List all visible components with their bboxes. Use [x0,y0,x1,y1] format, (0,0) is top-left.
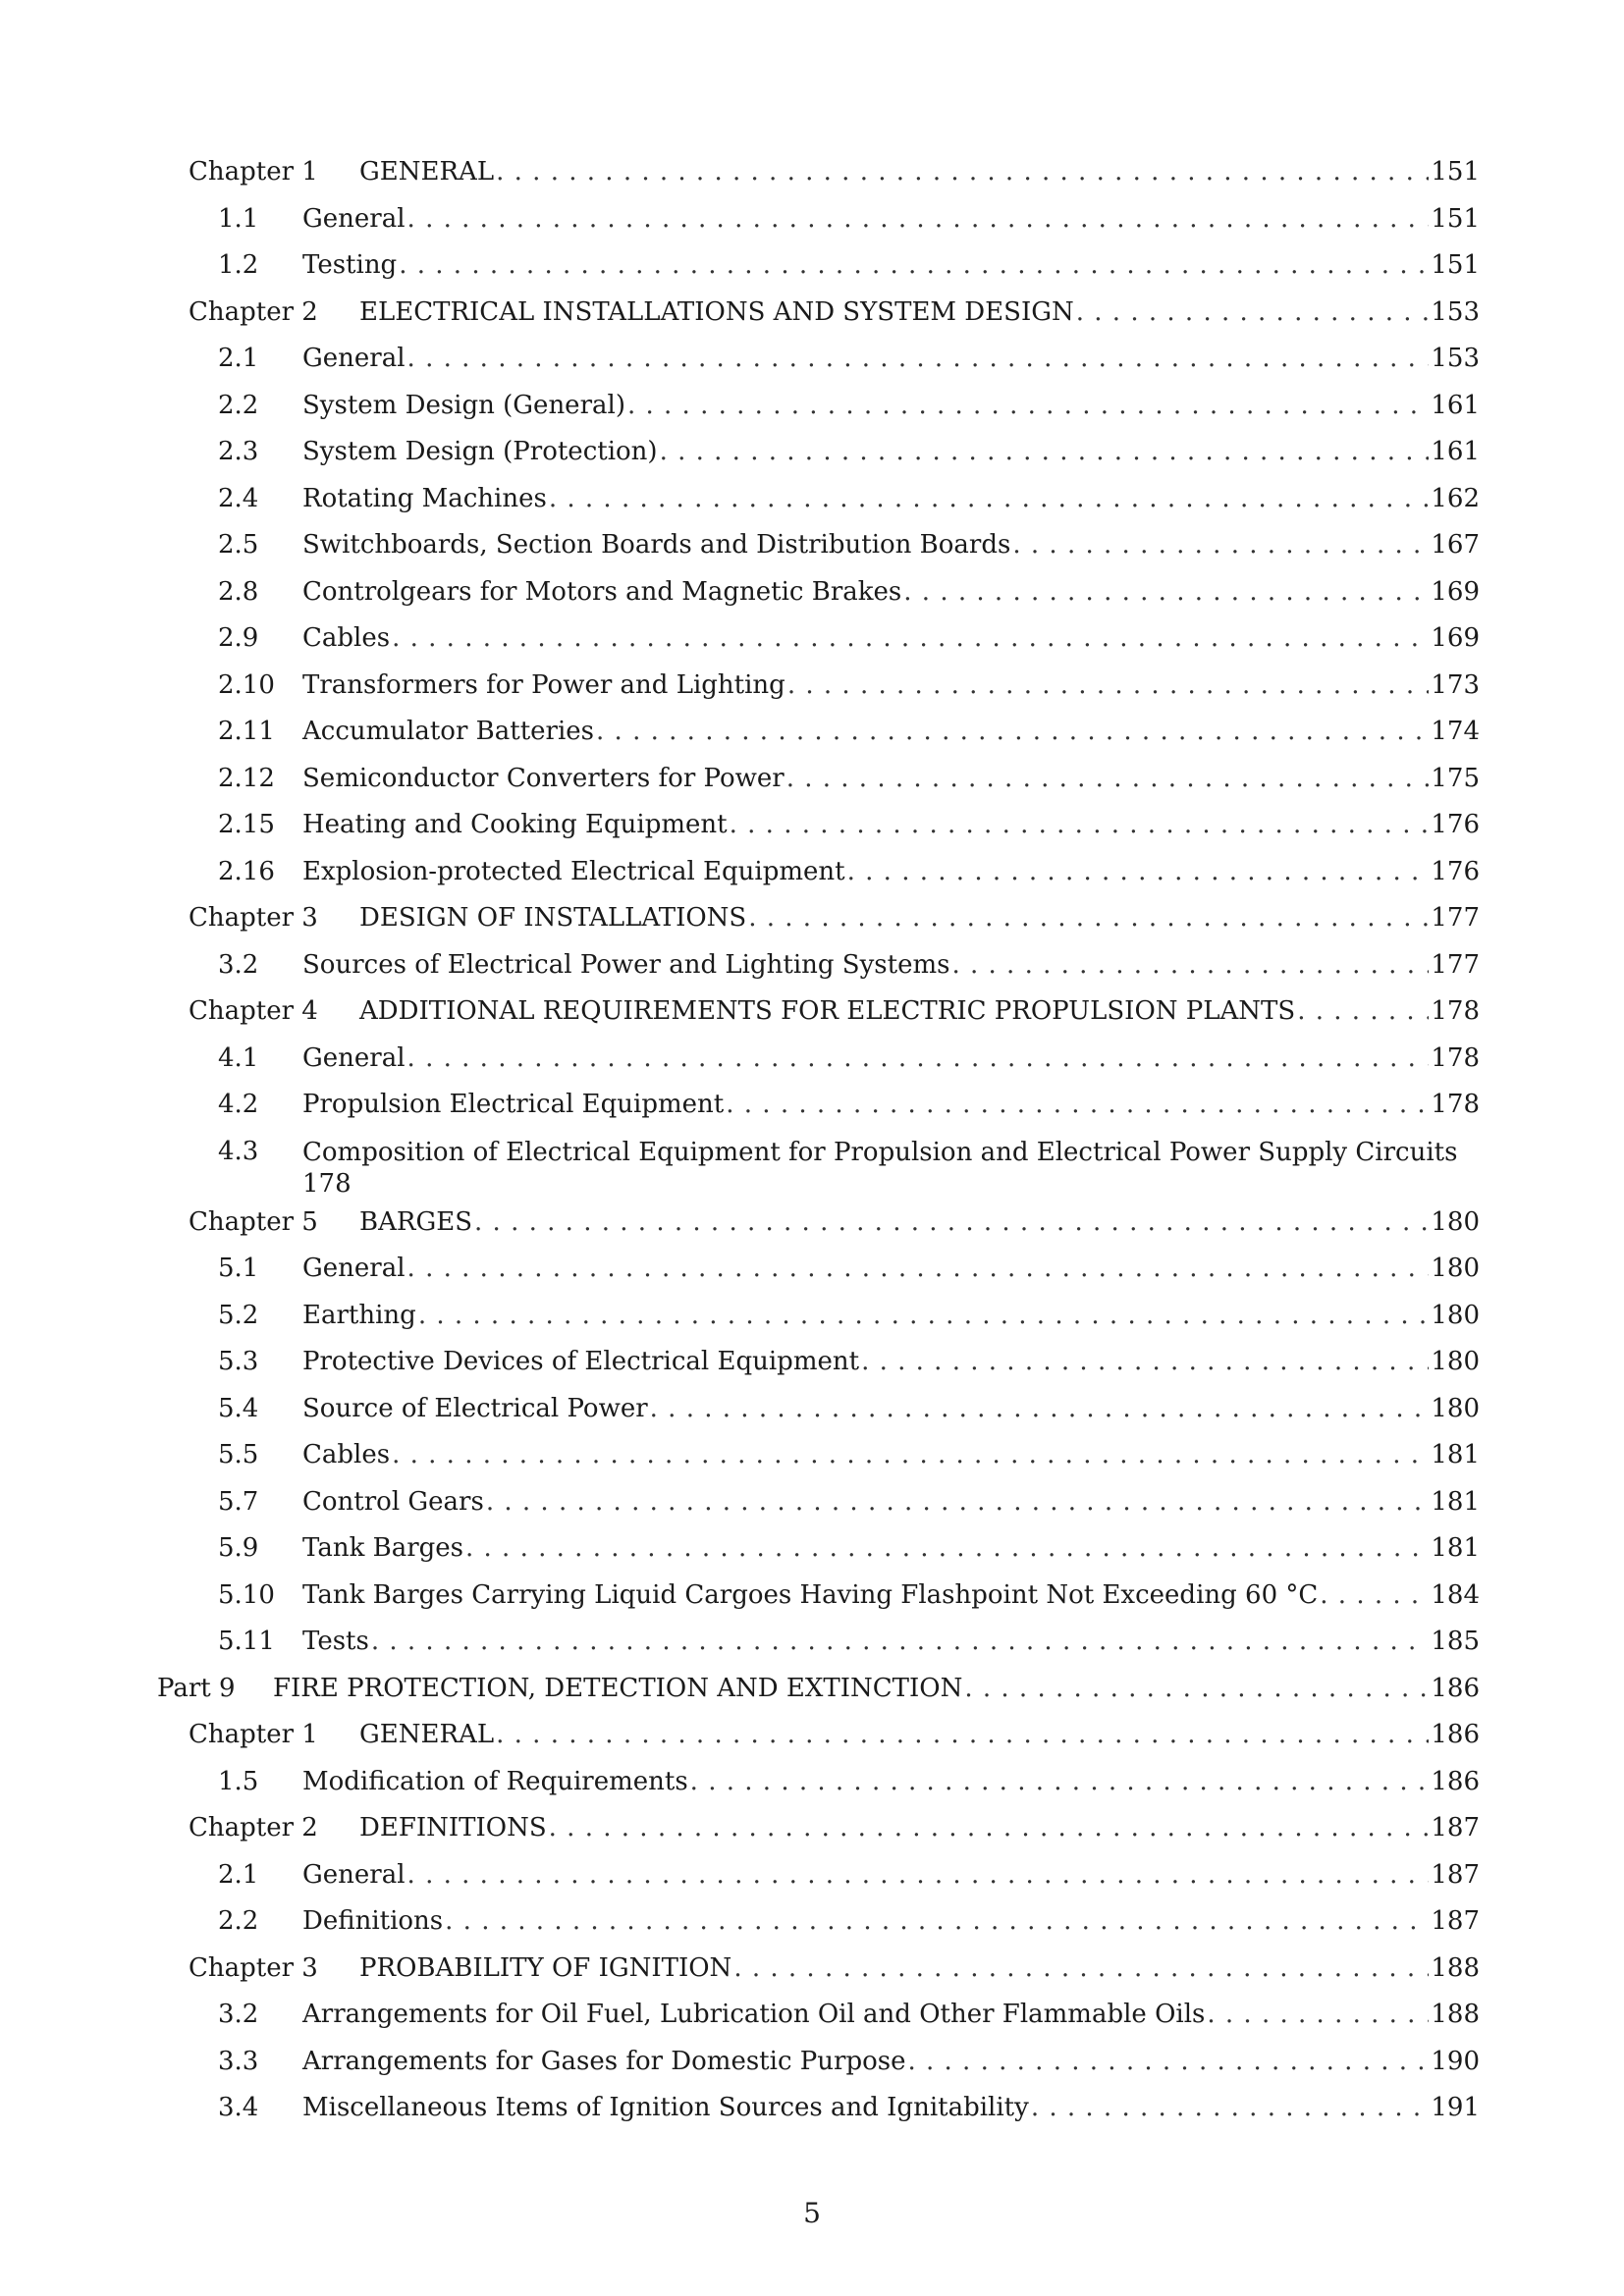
dot-leader [392,1432,1429,1479]
dot-leader [549,476,1430,523]
toc-entry-title: Composition of Electrical Equipment for Propulsion and Electrical Power Supply Circuits [302,1137,1458,1167]
dot-leader [418,1293,1430,1340]
toc-entry-line [302,1573,1480,1620]
toc-entry-page: 187 [1431,1813,1480,1842]
toc-entry-section[interactable] [0,383,1624,430]
toc-entry-page: 175 [1431,763,1480,793]
toc-entry-number: 3.4 [218,2093,259,2122]
toc-entry-section[interactable] [0,1898,1624,1946]
toc-entry-title: Transformers for Power and Lighting [302,669,785,700]
toc-entry-section[interactable] [0,1573,1624,1620]
toc-entry-section[interactable] [0,1129,1624,1200]
toc-entry-title: General [302,1859,406,1890]
toc-entry-line [302,709,1480,756]
toc-entry-line [302,1036,1480,1083]
toc-entry-page: 186 [1431,1673,1480,1703]
toc-entry-page: 180 [1431,1206,1480,1237]
toc-entry-page: 181 [1431,1486,1480,1517]
toc-entry-line [359,1712,1480,1759]
dot-leader [748,895,1429,942]
toc-entry-line [302,1852,1480,1899]
toc-entry-number: 5.11 [218,1627,275,1656]
toc-entry-line [302,1479,1480,1526]
toc-entry-section[interactable] [0,802,1624,849]
toc-entry-line [359,988,1480,1036]
toc-entry-section[interactable] [0,1759,1624,1806]
toc-entry-line [302,1525,1480,1573]
toc-entry-section[interactable] [0,1339,1624,1386]
toc-entry-page: 169 [1431,576,1480,607]
toc-entry-number: 5.1 [218,1254,259,1283]
toc-entry-line [302,663,1480,710]
toc-entry-number: Chapter 5 [189,1206,318,1237]
toc-entry-title: Source of Electrical Power [302,1393,648,1423]
toc-entry-number: 2.12 [218,763,275,793]
toc-entry-number: 5.5 [218,1440,259,1469]
dot-leader [627,383,1429,430]
toc-entry-part[interactable] [0,1666,1624,1713]
toc-entry-section[interactable] [0,196,1624,243]
toc-entry-title: Earthing [302,1300,416,1330]
toc-entry-line [302,1898,1480,1946]
toc-entry-title: System Design (General) [302,390,625,420]
toc-entry-number: 2.8 [218,576,259,607]
toc-entry-line [302,383,1480,430]
toc-entry-section[interactable] [0,2085,1624,2132]
toc-entry-number: Chapter 3 [189,1952,318,1983]
dot-leader [733,1946,1429,1993]
toc-entry-chapter[interactable] [0,1712,1624,1759]
toc-entry-chapter[interactable] [0,988,1624,1036]
toc-entry-title: Propulsion Electrical Equipment [302,1090,725,1119]
toc-entry-number: 1.2 [218,250,259,280]
toc-entry-page: 188 [1431,1952,1480,1983]
dot-leader [786,756,1430,803]
toc-entry-page: 181 [1431,1533,1480,1563]
toc-entry-page: 176 [1431,810,1480,839]
toc-entry-title: Arrangements for Gases for Domestic Purpose [302,2046,906,2076]
toc-entry-title: General [302,344,406,373]
toc-entry-section[interactable] [0,1479,1624,1526]
dot-leader [371,1619,1430,1666]
toc-entry-page: 169 [1431,623,1480,653]
toc-entry-line [302,1386,1480,1433]
toc-entry-number: 2.1 [218,344,259,373]
toc-entry-title: Control Gears [302,1486,484,1517]
dot-leader [407,196,1430,243]
toc-entry-section[interactable] [0,2039,1624,2086]
toc-entry-line [302,849,1480,896]
toc-entry-line [302,196,1480,243]
toc-entry-title: Tank Barges [302,1533,463,1563]
toc-entry-chapter[interactable] [0,1805,1624,1852]
toc-entry-number: 2.11 [218,717,275,746]
toc-entry-title: Explosion-protected Electrical Equipment [302,856,845,886]
toc-entry-section[interactable] [0,476,1624,523]
toc-entry-number: 3.2 [218,2000,259,2029]
page-number: 5 [803,2197,821,2229]
toc-entry-number: Chapter 3 [189,903,318,933]
toc-entry-page: 187 [1431,1906,1480,1936]
toc-entry-title: Cables [302,1440,391,1469]
toc-entry-line [302,1432,1480,1479]
toc-entry-chapter[interactable] [0,895,1624,942]
toc-entry-number: 2.1 [218,1859,259,1890]
toc-entry-number: 2.5 [218,530,259,560]
dot-leader [392,615,1429,663]
toc-entry-title: GENERAL [359,157,495,187]
toc-entry-line [359,1946,1480,1993]
toc-entry-number: 4.3 [218,1136,259,1166]
toc-entry-section[interactable] [0,429,1624,476]
toc-entry-title: Definitions [302,1906,444,1936]
toc-entry-line [359,290,1480,337]
toc-entry-title: Protective Devices of Electrical Equipment [302,1347,860,1376]
toc-entry-number: 2.4 [218,483,259,513]
toc-entry-section[interactable] [0,1082,1624,1129]
toc-entry-line [302,2039,1480,2086]
toc-entry-number: 2.2 [218,390,259,420]
toc-entry-section[interactable] [0,849,1624,896]
toc-entry-page: 153 [1431,296,1480,327]
dot-leader [399,242,1429,290]
toc-entry-title: Tank Barges Carrying Liquid Cargoes Having Flashpoint Not Exceeding 60 °C [302,1579,1319,1610]
toc-entry-line [302,1992,1480,2039]
toc-entry-chapter[interactable] [0,149,1624,196]
toc-entry-line [302,569,1480,616]
dot-leader [1207,1992,1429,2039]
toc-entry-section[interactable] [0,1293,1624,1340]
toc-entry-section[interactable] [0,1036,1624,1083]
toc-entry-title: ADDITIONAL REQUIREMENTS FOR ELECTRIC PROPULSION PLANTS [359,996,1296,1026]
toc-entry-line [359,149,1480,196]
toc-entry-number: 1.1 [218,203,259,234]
toc-entry-section[interactable] [0,242,1624,290]
dot-leader [445,1898,1429,1946]
dot-leader [690,1759,1430,1806]
toc-entry-title: General [302,203,406,234]
toc-entry-line [302,1082,1480,1129]
toc-entry-number: 3.3 [218,2046,259,2076]
toc-entry-section[interactable] [0,615,1624,663]
toc-entry-page: 151 [1431,250,1480,280]
toc-entry-section[interactable] [0,1992,1624,2039]
toc-entry-page: 186 [1431,1766,1480,1796]
toc-entry-section[interactable] [0,522,1624,569]
dot-leader [407,1036,1430,1083]
toc-entry-line [302,1246,1480,1293]
toc-entry-page: 180 [1431,1393,1480,1423]
toc-entry-section[interactable] [0,756,1624,803]
toc-entry-line [302,802,1480,849]
toc-entry-line [302,476,1480,523]
table-of-contents [0,149,1624,2132]
dot-leader [847,849,1430,896]
toc-entry-line [302,1293,1480,1340]
toc-entry-title: General [302,1042,406,1073]
toc-entry-number: 2.2 [218,1906,259,1936]
toc-entry-page: 174 [1431,717,1480,746]
toc-entry-title: PROBABILITY OF IGNITION [359,1952,732,1983]
toc-entry-page: 176 [1431,856,1480,886]
toc-entry-page: 190 [1431,2046,1480,2076]
toc-entry-title: Accumulator Batteries [302,717,595,746]
toc-entry-number: 4.1 [218,1042,259,1073]
toc-entry-title: Miscellaneous Items of Ignition Sources and Ignitability [302,2093,1029,2122]
toc-entry-page: 151 [1431,203,1480,234]
toc-entry-line [302,1619,1480,1666]
toc-entry-title: General [302,1254,406,1283]
dot-leader [660,429,1430,476]
toc-entry-number: 4.2 [218,1090,259,1119]
toc-entry-chapter[interactable] [0,290,1624,337]
toc-entry-chapter[interactable] [0,1200,1624,1247]
toc-entry-number: 1.5 [218,1766,259,1796]
toc-entry-page: 191 [1431,2093,1480,2122]
toc-entry-page: 167 [1431,530,1480,560]
dot-leader [1031,2085,1430,2132]
toc-entry-number: Chapter 4 [189,996,318,1026]
toc-entry-number: 5.9 [218,1533,259,1563]
toc-entry-chapter[interactable] [0,1946,1624,1993]
toc-entry-number: Part 9 [157,1673,236,1703]
toc-entry-page: 184 [1431,1579,1480,1610]
toc-entry-number: 5.2 [218,1300,259,1330]
dot-leader [1297,988,1429,1036]
toc-entry-section[interactable] [0,1619,1624,1666]
dot-leader [407,1852,1430,1899]
dot-leader [903,569,1429,616]
toc-entry-number: 2.15 [218,810,275,839]
toc-entry-number: 5.3 [218,1347,259,1376]
dot-leader [496,1712,1429,1759]
toc-entry-page: 185 [1431,1627,1480,1656]
toc-entry-page: 177 [1431,949,1480,980]
toc-entry-title: Switchboards, Section Boards and Distribution Boards [302,530,1011,560]
toc-entry-number: 5.7 [218,1486,259,1517]
toc-entry-section[interactable] [0,1525,1624,1573]
dot-leader [1076,290,1430,337]
toc-entry-title: Testing [302,250,398,280]
toc-entry-section[interactable] [0,1432,1624,1479]
dot-leader [726,1082,1429,1129]
toc-entry-title: Tests [302,1627,369,1656]
toc-entry-title: Controlgears for Motors and Magnetic Brakes [302,576,902,607]
toc-entry-title: Cables [302,623,391,653]
dot-leader [407,1246,1430,1293]
toc-entry-line [302,1759,1480,1806]
toc-entry-line [302,522,1480,569]
toc-entry-page: 180 [1431,1347,1480,1376]
toc-entry-title: BARGES [359,1206,473,1237]
toc-entry-page: 161 [1431,390,1480,420]
toc-entry-page: 178 [1431,996,1480,1026]
toc-entry-title: Heating and Cooking Equipment [302,810,728,839]
dot-leader [549,1805,1430,1852]
dot-leader [486,1479,1430,1526]
toc-entry-title: DESIGN OF INSTALLATIONS [359,903,747,933]
toc-entry-line [302,429,1480,476]
toc-entry-number: 2.9 [218,623,259,653]
dot-leader [650,1386,1430,1433]
toc-entry-page: 180 [1431,1300,1480,1330]
toc-entry-title: Semiconductor Converters for Power [302,763,785,793]
toc-entry-line [359,1200,1480,1247]
toc-entry-line [302,336,1480,383]
toc-entry-section[interactable] [0,1852,1624,1899]
dot-leader [730,802,1430,849]
toc-entry-page: 151 [1431,157,1480,187]
toc-entry-title: System Design (Protection) [302,437,658,466]
toc-entry-number: 2.16 [218,856,275,886]
toc-entry-number: 2.10 [218,669,275,700]
toc-entry-page: 180 [1431,1254,1480,1283]
toc-entry-number: Chapter 1 [189,1720,318,1749]
toc-entry-page: 178 [1431,1090,1480,1119]
toc-entry-page: 153 [1431,344,1480,373]
toc-entry-number: Chapter 2 [189,1813,318,1842]
dot-leader [951,942,1429,989]
toc-entry-title: Sources of Electrical Power and Lighting Systems [302,949,950,980]
toc-entry-line [273,1666,1480,1713]
toc-entry-wrapped-text [302,1129,1480,1200]
dot-leader [496,149,1429,196]
toc-entry-line [302,242,1480,290]
toc-entry-page: 173 [1431,669,1480,700]
toc-entry-section[interactable] [0,663,1624,710]
toc-entry-title: DEFINITIONS [359,1813,547,1842]
toc-entry-line [359,1805,1480,1852]
toc-entry-title: FIRE PROTECTION, DETECTION AND EXTINCTION [273,1673,963,1703]
dot-leader [1320,1573,1429,1620]
toc-entry-title: GENERAL [359,1720,495,1749]
toc-entry-title: ELECTRICAL INSTALLATIONS AND SYSTEM DESIGN [359,296,1074,327]
toc-entry-number: Chapter 2 [189,296,318,327]
dot-leader [596,709,1429,756]
toc-entry-title: Modification of Requirements [302,1766,688,1796]
dot-leader [474,1200,1429,1247]
dot-leader [1012,522,1429,569]
toc-entry-number: Chapter 1 [189,157,318,187]
toc-entry-page: 181 [1431,1440,1480,1469]
toc-entry-number: 5.10 [218,1579,275,1610]
toc-entry-line [302,1339,1480,1386]
toc-entry-page: 177 [1431,903,1480,933]
toc-entry-line [359,895,1480,942]
toc-entry-number: 2.3 [218,437,259,466]
toc-entry-line [302,942,1480,989]
toc-entry-page: 161 [1431,437,1480,466]
dot-leader [861,1339,1429,1386]
toc-entry-line [302,756,1480,803]
toc-entry-page: 178 [302,1168,352,1199]
toc-entry-line [302,615,1480,663]
toc-entry-page: 187 [1431,1859,1480,1890]
toc-entry-number: 3.2 [218,949,259,980]
toc-entry-section[interactable] [0,709,1624,756]
toc-entry-line [302,2085,1480,2132]
toc-entry-section[interactable] [0,569,1624,616]
toc-entry-section[interactable] [0,1246,1624,1293]
toc-entry-section[interactable] [0,336,1624,383]
toc-entry-page: 186 [1431,1720,1480,1749]
dot-leader [465,1525,1429,1573]
dot-leader [964,1666,1429,1713]
dot-leader [407,336,1430,383]
toc-entry-title: Arrangements for Oil Fuel, Lubrication Oil and Other Flammable Oils [302,2000,1206,2029]
dot-leader [907,2039,1429,2086]
dot-leader [787,663,1430,710]
toc-entry-page: 178 [1431,1042,1480,1073]
toc-entry-section[interactable] [0,1386,1624,1433]
toc-entry-page: 188 [1431,2000,1480,2029]
toc-entry-number: 5.4 [218,1393,259,1423]
toc-entry-section[interactable] [0,942,1624,989]
toc-entry-title: Rotating Machines [302,483,547,513]
toc-entry-page: 162 [1431,483,1480,513]
